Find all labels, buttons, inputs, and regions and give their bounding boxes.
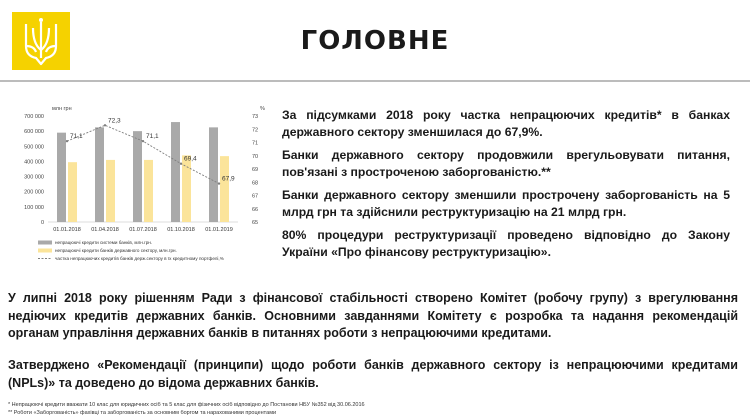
y-right-tick-label: 66 [252,206,259,213]
summary-point-3: Банки державного сектору зменшили прострочену заборгованість на 5 млрд грн та здійснили реструктуризацію на 21 млрд грн. [282,188,730,219]
summary-point-2: Банки державного сектору продовжили врегульовувати питання, пов'язані з простроченою заборгованістю.** [282,148,730,179]
share-point [218,182,220,184]
summary-point-1: За підсумками 2018 року частка непрацюючих кредитів* в банках державного сектору зменшилася до 67,9%. [282,108,730,139]
y-right-tick-label: 65 [252,220,259,226]
legend-swatch [38,249,52,253]
legend-label: частка непрацюючих кредитів банків держ.сектору в їх кредитному портфелі,% [55,256,224,261]
summary-point-4: 80% процедури реструктуризації проведено відповідно до Закону України «Про фінансову реструктуризацію». [282,228,730,259]
share-data-label: 69,4 [184,155,197,163]
footnotes [8,402,738,417]
npl-chart [10,100,275,280]
bar-state-npl [182,155,191,222]
bar-system-npl [171,122,180,222]
x-tick-label: 01.01.2019 [205,227,233,233]
header-bar [0,0,750,78]
share-data-label: 71,1 [146,133,159,141]
committee-paragraph: У липні 2018 року рішенням Ради з фінансової стабільності створено Комітет (робочу групу) з врегулювання недіючих кредитів державних банків. Основними завданнями Комітету є розробка та надання рекомендацій органам управління державних банків в питаннях роботи з непрацюючими кредитами. [8,291,738,340]
x-tick-label: 01.10.2018 [167,227,195,233]
y-right-tick-label: 70 [252,153,259,160]
y-left-tick-label: 100 000 [24,204,44,211]
y-right-tick-label: 71 [252,140,259,147]
share-point [104,124,106,126]
bar-state-npl [220,156,229,222]
share-line [67,125,219,183]
footnote-1: * Непрацюючі кредити вважати 10 клас для юридичних осіб та 5 клас для фізичних осіб відповідно до Постанови НБУ №352 від 30.06.2016 [8,402,365,408]
bar-state-npl [106,160,115,222]
y-left-tick-label: 0 [40,220,44,226]
share-data-label: 67,9 [222,175,235,183]
share-data-label: 72,3 [108,117,121,125]
page-title: ГОЛОВНЕ [300,26,450,56]
share-point [66,140,68,142]
share-data-label: 71,1 [70,133,83,141]
legend-swatch [38,241,52,245]
recommendations-paragraph: Затверджено «Рекомендації (принципи) щодо роботи банків державного сектору із непрацюючими кредитами (NPLs)» та доведено до відома державних банків. [8,358,738,390]
y-left-tick-label: 400 000 [24,159,44,166]
x-tick-label: 01.07.2018 [129,227,157,233]
share-point [180,163,182,165]
y-left-axis-label: млн грн [52,106,72,112]
y-right-tick-label: 67 [252,193,259,200]
x-tick-label: 01.01.2018 [53,227,81,233]
footnote-2: ** Роботи «Заборгованість» фахівці та заборгованість за основним боргом та нарахованими процентами [8,409,277,416]
legend-label: непрацюючі кредити системи банків, млн.грн. [55,240,153,245]
npl-chart-svg [10,100,275,280]
bar-system-npl [95,127,104,222]
bar-system-npl [209,127,218,222]
y-right-tick-label: 72 [252,127,259,134]
y-right-axis-label: % [260,106,265,112]
y-right-tick-label: 73 [252,114,259,120]
share-point [142,140,144,142]
legend-label: непрацюючі кредити банків державного сектору, млн.грн. [55,248,177,253]
y-left-tick-label: 500 000 [24,144,44,151]
header-divider [0,80,750,82]
y-right-tick-label: 68 [252,180,259,187]
y-left-tick-label: 300 000 [24,174,44,181]
x-tick-label: 01.04.2018 [91,227,119,233]
summary-block [282,107,730,267]
bar-system-npl [133,131,142,222]
bar-state-npl [144,160,153,222]
y-left-tick-label: 700 000 [24,114,44,120]
y-left-tick-label: 600 000 [24,129,44,136]
bar-state-npl [68,162,77,222]
y-left-tick-label: 200 000 [24,189,44,196]
bar-system-npl [57,133,66,222]
y-right-tick-label: 69 [252,167,259,173]
